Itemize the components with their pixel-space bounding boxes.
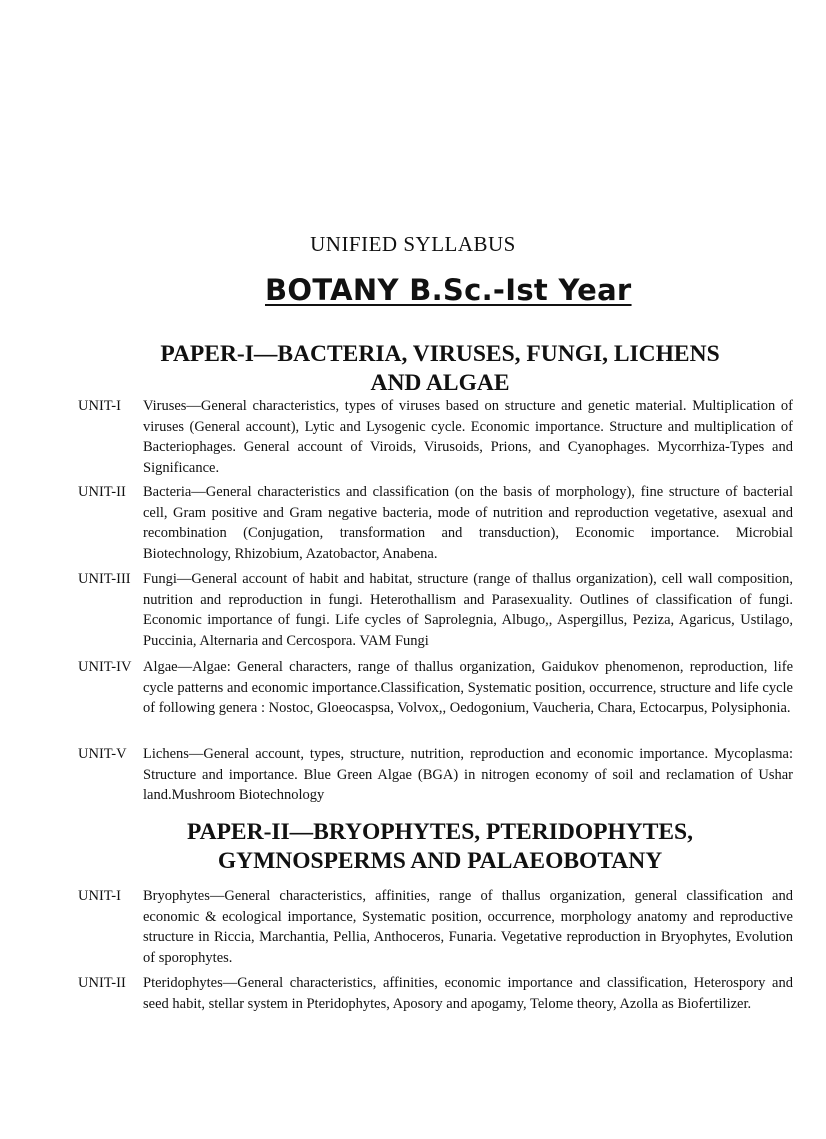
unit-text: Bryophytes—General characteristics, affinities, range of thallus organization, general classification and economic & ecological importance, Systematic position, occurrence, morphology anatomy and reproductive structure in Riccia, Marchantia, Pellia, Anthoceros, Funaria. Vegetative reproduction in Bryophytes, Evolution of sporophytes. bbox=[143, 888, 793, 966]
paper-1-heading bbox=[100, 340, 780, 398]
unit-text: Fungi—General account of habit and habitat, structure (range of thallus organization), cell wall composition, nutrition and reproduction in fungi. Heterothallism and Parasexuality. Outlines of classification of fungi. Economic importance of fungi. Life cycles of Saprolegnia, Albugo,, Aspergillus, Peziza, Agaricus, Ustilago, Puccinia, Alternaria and Cercospora. VAM Fungi bbox=[143, 571, 793, 649]
unit-label: UNIT-IV bbox=[78, 659, 132, 675]
unit-label: UNIT-I bbox=[78, 398, 121, 414]
unit-label: UNIT-II bbox=[78, 975, 126, 991]
unit-label: UNIT-I bbox=[78, 888, 121, 904]
page-title: BOTANY B.Sc.-Ist Year bbox=[265, 273, 632, 307]
unit-label: UNIT-III bbox=[78, 571, 131, 587]
paper-2-heading-line2: GYMNOSPERMS AND PALAEOBOTANY bbox=[217, 848, 663, 874]
unit-text: Algae—Algae: General characters, range of thallus organization, Gaidukov phenomenon, reproduction, life cycle patterns and economic importance.Classification, Systematic position, occurrence, structure and life cycle of following genera : Nostoc, Gloeocaspsa, Volvox,, Oedogonium, Vaucheria, Chara, Ectocarpus, Polysiphonia. bbox=[143, 659, 793, 716]
unit-text: Lichens—General account, types, structure, nutrition, reproduction and economic importance. Mycoplasma: Structure and importance. Blue Green Algae (BGA) in nitrogen economy of soil and reclamation of Ushar land.Mushroom Biotechnology bbox=[143, 746, 793, 803]
paper-1-heading-line2: AND ALGAE bbox=[370, 370, 510, 396]
unit-text: Pteridophytes—General characteristics, affinities, economic importance and classification, Heterospory and seed habit, stellar system in Pteridophytes, Aposory and apogamy, Telome theory, Azolla as Biofertilizer. bbox=[143, 975, 793, 1012]
unit-label: UNIT-II bbox=[78, 484, 126, 500]
unit-text: Bacteria—General characteristics and classification (on the basis of morphology), fine structure of bacterial cell, Gram positive and Gram negative bacteria, mode of nutrition and reproduction vegetative, asexual and recombination (Conjugation, transformation and transduction), Economic importance. Microbial Biotechnology, Rhizobium, Azatobactor, Anabena. bbox=[143, 484, 793, 562]
unit-label: UNIT-V bbox=[78, 746, 127, 762]
paper-2-heading-line1: PAPER-II—BRYOPHYTES, PTERIDOPHYTES, bbox=[186, 819, 693, 845]
paper-1-heading-line1: PAPER-I—BACTERIA, VIRUSES, FUNGI, LICHENS bbox=[160, 341, 720, 367]
unified-syllabus-title: UNIFIED SYLLABUS bbox=[310, 232, 516, 256]
paper-2-heading bbox=[100, 818, 780, 876]
unit-text: Viruses—General characteristics, types of viruses based on structure and genetic material. Multiplication of viruses (General account), Lytic and Lysogenic cycle. Economic importance. Structure and multiplication of Bacteriophages. General account of Viroids, Virusoids, Prions, and Cyanophages. Mycorrhiza-Types and Significance. bbox=[143, 398, 793, 476]
